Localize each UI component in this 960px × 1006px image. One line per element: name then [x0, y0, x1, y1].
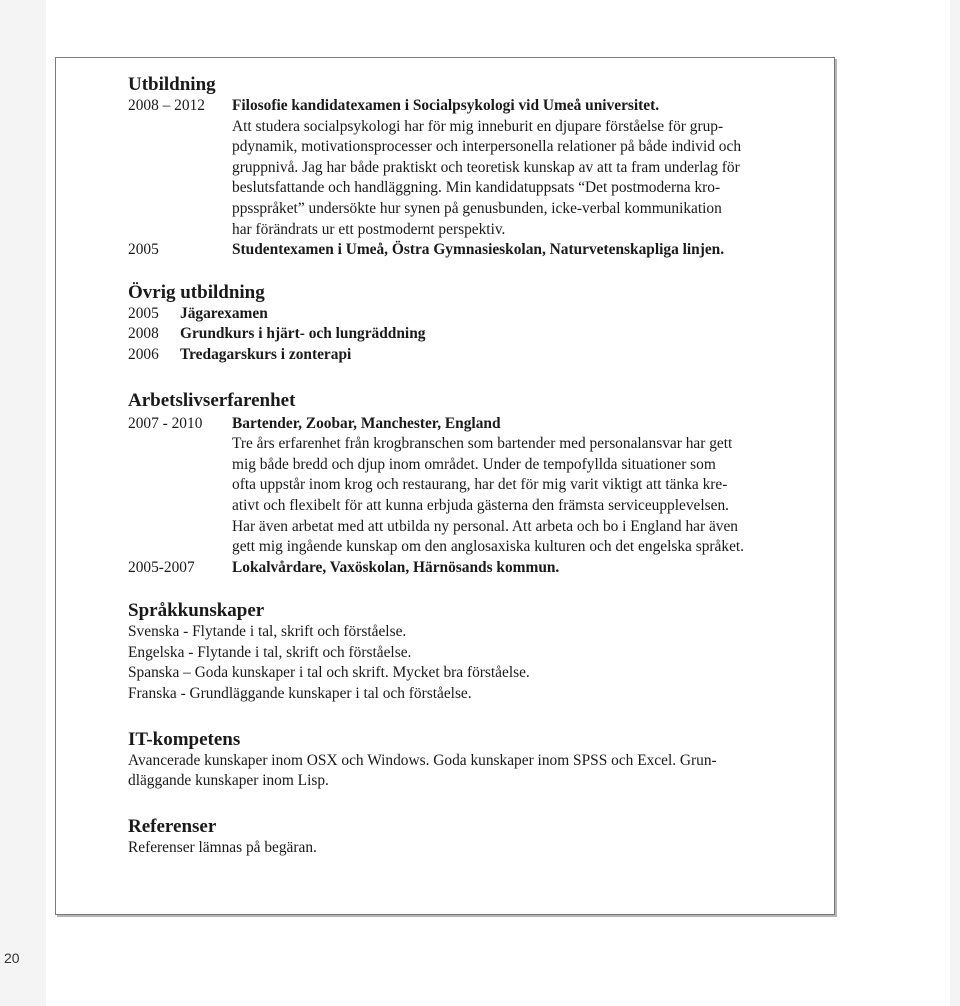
right-margin-bar	[950, 0, 960, 1006]
entry-date: 2007 - 2010	[128, 414, 203, 432]
education-entry	[128, 240, 778, 261]
education-heading: Utbildning	[128, 74, 216, 95]
languages-heading: Språkkunskaper	[128, 600, 265, 622]
left-margin-bar	[0, 0, 46, 1006]
entry-title: Filosofie kandidatexamen i Socialpsykologi vid Umeå universitet.	[232, 97, 660, 114]
entry-title: Bartender, Zoobar, Manchester, England	[232, 414, 501, 432]
language-item: Svenska - Flytande i tal, skrift och förståelse.	[128, 623, 407, 641]
entry-text-line: har förändrats ur ett postmodernt perspektiv.	[232, 220, 506, 238]
page-number: 20	[4, 950, 20, 966]
it-heading: IT-kompetens	[128, 728, 241, 750]
references-section	[128, 816, 778, 859]
entry-title: Jägarexamen	[180, 304, 268, 322]
entry-text-line: ativt och flexibelt för att kunna erbjuda gästerna den främsta serviceupplevelsen.	[232, 496, 730, 514]
entry-title: Grundkurs i hjärt- och lungräddning	[180, 325, 426, 343]
entry-date: 2006	[128, 345, 159, 363]
entry-text-line: gett mig ingående kunskap om den anglosaxiska kulturen och det engelska språket.	[232, 538, 745, 556]
language-item: Franska - Grundläggande kunskaper i tal och förståelse.	[128, 685, 472, 703]
entry-title: Tredagarskurs i zonterapi	[180, 345, 352, 363]
entry-date: 2005	[128, 241, 159, 259]
entry-text-line: ofta uppstår inom krog och restaurang, har det för mig varit viktigt att tänka kre-	[232, 476, 728, 494]
it-section	[128, 729, 778, 792]
entry-title: Lokalvårdare, Vaxöskolan, Härnösands kommun.	[232, 558, 560, 576]
languages-section	[128, 600, 778, 704]
other-education-entry	[128, 324, 778, 345]
entry-text-line: Att studera socialpsykologi har för mig inneburit en djupare förståelse för grup-	[232, 117, 724, 135]
entry-title: Studentexamen i Umeå, Östra Gymnasieskolan, Naturvetenskapliga linjen.	[232, 241, 725, 259]
entry-text-line: Tre års erfarenhet från krogbranschen som bartender med personalansvar har gett	[232, 435, 733, 453]
work-entry	[128, 414, 778, 558]
work-heading: Arbetslivserfarenhet	[128, 389, 296, 411]
entry-date: 2008 – 2012	[128, 97, 205, 114]
language-item: Engelska - Flytande i tal, skrift och förståelse.	[128, 643, 412, 661]
references-text: Referenser lämnas på begäran.	[128, 838, 317, 856]
it-text-line: Avancerade kunskaper inom OSX och Windows. Goda kunskaper inom SPSS och Excel. Grun-	[128, 751, 717, 769]
entry-text-line: mig både bredd och djup inom området. Under de tempofyllda situationer som	[232, 455, 716, 473]
education-section	[128, 74, 778, 261]
entry-date: 2005-2007	[128, 558, 195, 576]
entry-date: 2005	[128, 304, 159, 322]
work-entry	[128, 558, 778, 579]
entry-text-line: gruppnivå. Jag har både praktiskt och teoretisk kunskap av att ta fram underlag för	[232, 158, 740, 176]
references-heading: Referenser	[128, 815, 217, 837]
other-education-section	[128, 282, 778, 366]
education-entry	[128, 96, 778, 240]
other-education-entry	[128, 304, 778, 325]
entry-text-line: Har även arbetat med att utbilda ny personal. Att arbeta och bo i England har även	[232, 517, 738, 535]
entry-text-line: pdynamik, motivationsprocesser och interpersonella relationer på både individ och	[232, 138, 742, 156]
entry-date: 2008	[128, 325, 159, 343]
work-section	[128, 390, 778, 579]
entry-text-line: ppsspråket” undersökte hur synen på genusbunden, icke-verbal kommunikation	[232, 199, 722, 217]
other-education-entry	[128, 345, 778, 366]
it-text-line: dläggande kunskaper inom Lisp.	[128, 772, 329, 790]
cv-content	[128, 74, 778, 858]
entry-text-line: beslutsfattande och handläggning. Min kandidatuppsats “Det postmoderna kro-	[232, 179, 721, 197]
other-education-heading: Övrig utbildning	[128, 281, 265, 303]
language-item: Spanska – Goda kunskaper i tal och skrift. Mycket bra förståelse.	[128, 664, 530, 682]
